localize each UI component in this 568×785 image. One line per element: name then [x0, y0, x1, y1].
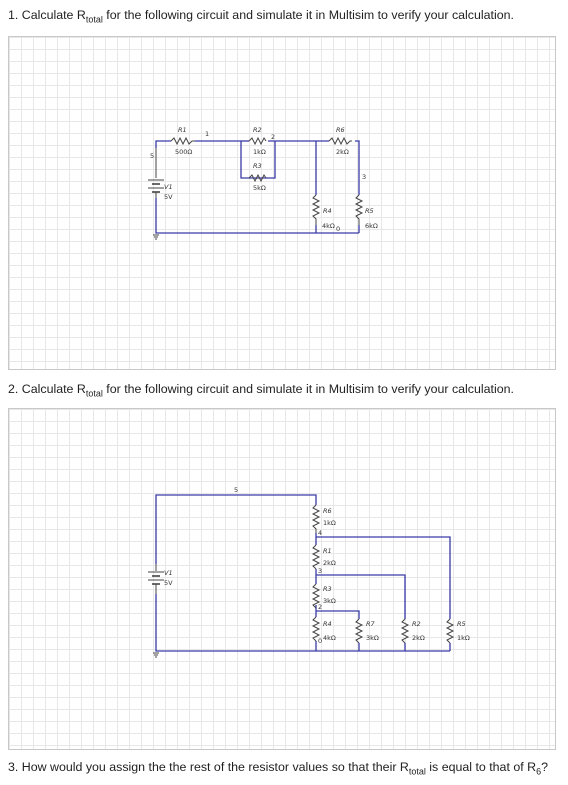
node-5: 5: [234, 486, 239, 494]
r5-label: R5: [365, 207, 374, 215]
r3-value: 3kΩ: [323, 597, 336, 605]
v1-value: 5V: [164, 193, 173, 201]
r3-value: 5kΩ: [253, 184, 266, 192]
r4-value: 4kΩ: [323, 634, 336, 642]
resistor-r6: [329, 138, 352, 144]
resistor-r2: [402, 619, 408, 643]
ground-icon: [153, 653, 159, 657]
r1-value: 500Ω: [175, 148, 193, 156]
circuit-1-schematic: [9, 37, 555, 369]
r2-value: 1kΩ: [253, 148, 266, 156]
battery-v1: [148, 564, 164, 594]
r1-label: R1: [323, 547, 332, 555]
r5-label: R5: [457, 620, 466, 628]
ground-icon: [153, 235, 159, 239]
node-4: 4: [318, 529, 323, 537]
circuit-2-diagram: [8, 408, 556, 750]
r7-label: R7: [366, 620, 375, 628]
r4-value: 4kΩ: [322, 222, 335, 230]
node-0: 0: [318, 637, 323, 645]
resistor-r5: [447, 619, 453, 643]
r5-value: 1kΩ: [457, 634, 470, 642]
node-1: 1: [205, 130, 210, 138]
resistor-r4: [313, 195, 319, 225]
r5-value: 6kΩ: [365, 222, 378, 230]
r6-label: R6: [323, 507, 332, 515]
v1-value: 5V: [164, 579, 173, 587]
question-3: 3. How would you assign the the rest of the resistor values so that their $R_{total}$ is equal to that of $R_6$?: [8, 760, 548, 777]
resistor-r2: [249, 138, 266, 144]
r4-label: R4: [323, 207, 332, 215]
resistor-r1: [171, 138, 195, 144]
r1-label: R1: [178, 126, 187, 134]
v1-label: V1: [164, 569, 173, 577]
r6-value: 2kΩ: [336, 148, 349, 156]
r3-label: R3: [253, 162, 262, 170]
question-2: 2. Calculate $R_{total}$ for the following circuit and simulate it in Multisim to verify your calculation.: [8, 382, 514, 399]
r2-value: 2kΩ: [412, 634, 425, 642]
r7-value: 3kΩ: [366, 634, 379, 642]
resistor-r1: [313, 545, 319, 569]
r4-label: R4: [323, 620, 332, 628]
resistor-r5: [356, 195, 362, 225]
node-3: 3: [362, 173, 367, 181]
node-3: 3: [318, 567, 323, 575]
v1-label: V1: [164, 183, 173, 191]
node-5: 5: [150, 152, 155, 160]
resistor-r7: [356, 619, 362, 643]
circuit-1-diagram: [8, 36, 556, 370]
r2-label: R2: [253, 126, 262, 134]
r3-label: R3: [323, 585, 332, 593]
node-2: 2: [318, 603, 323, 611]
r1-value: 2kΩ: [323, 559, 336, 567]
node-0: 0: [336, 225, 341, 233]
node-2: 2: [271, 133, 276, 141]
r6-value: 1kΩ: [323, 519, 336, 527]
circuit-2-schematic: [9, 409, 555, 749]
r2-label: R2: [412, 620, 421, 628]
r6-label: R6: [336, 126, 345, 134]
question-1: 1. Calculate $R_{total}$ for the following circuit and simulate it in Multisim to verify your calculation.: [8, 8, 514, 25]
